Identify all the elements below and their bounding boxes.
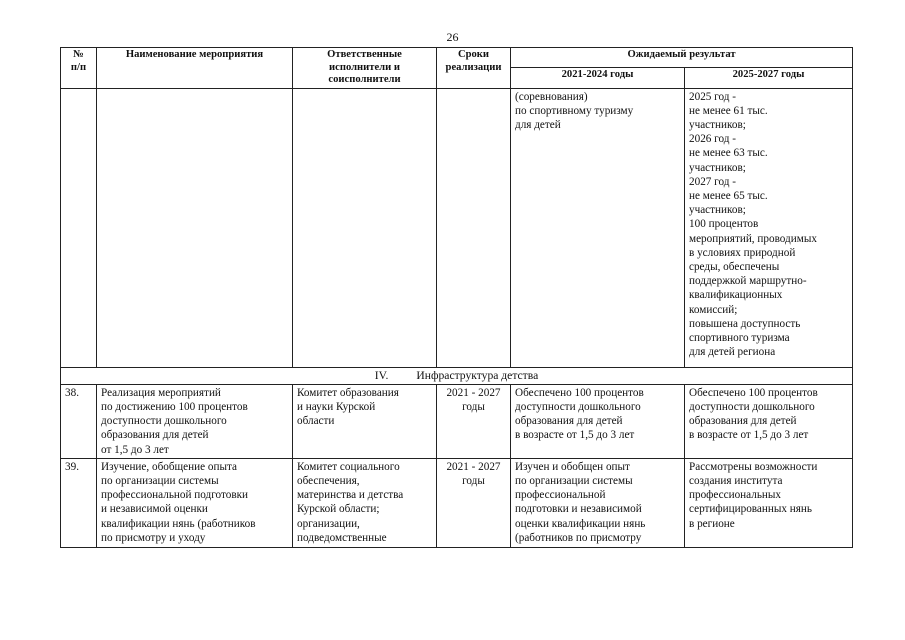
row-result-b — [685, 384, 853, 458]
text-line: Реализация мероприятий — [101, 386, 221, 399]
text-line: в регионе — [689, 517, 735, 530]
cell-terms — [437, 88, 511, 367]
text-line: не менее 61 тыс. — [689, 104, 768, 117]
header-num: № п/п — [61, 48, 97, 89]
section-roman: IV. — [374, 368, 389, 382]
text-line: подведомственные — [297, 531, 387, 544]
text-line: участников; — [689, 118, 746, 131]
text-line: среды, обеспечены — [689, 260, 780, 273]
row-num: 39. — [61, 458, 97, 547]
text-line: по присмотру и уходу — [101, 531, 206, 544]
text-line: 2025 год - — [689, 90, 736, 103]
text-line: по достижению 100 процентов — [101, 400, 248, 413]
text-line: в возрасте от 1,5 до 3 лет — [689, 429, 809, 442]
text-line: по организации системы — [515, 474, 633, 487]
text-line: для детей — [515, 118, 561, 131]
row-responsible — [293, 384, 437, 458]
table-row — [61, 88, 853, 367]
row-result-b — [685, 458, 853, 547]
text-line: от 1,5 до 3 лет — [101, 443, 169, 456]
text-line: годы — [462, 474, 485, 487]
text-line: Изучение, обобщение опыта — [101, 460, 237, 473]
text-line: профессиональной — [515, 489, 606, 502]
text-line: Курской области; — [297, 503, 380, 516]
section-row — [61, 367, 853, 384]
section-heading — [61, 367, 853, 384]
text-line: не менее 63 тыс. — [689, 147, 768, 160]
text-line: образования для детей — [515, 415, 623, 428]
text-line: Обеспечено 100 процентов — [689, 386, 818, 399]
text-line: образования для детей — [689, 415, 797, 428]
header-expected-result: Ожидаемый результат — [511, 48, 853, 68]
table-row — [61, 384, 853, 458]
text-line: организации, — [297, 517, 360, 530]
text-line: поддержкой маршрутно- — [689, 275, 807, 288]
text-line: участников; — [689, 204, 746, 217]
text-line: Изучен и обобщен опыт — [515, 460, 630, 473]
text-line: мероприятий, проводимых — [689, 232, 817, 245]
text-line: повышена доступность — [689, 317, 801, 330]
text-line: 2026 год - — [689, 133, 736, 146]
text-line: доступности дошкольного — [689, 400, 815, 413]
measures-table — [60, 47, 853, 548]
text-line: образования для детей — [101, 429, 209, 442]
text-line: и науки Курской — [297, 400, 376, 413]
cell-num — [61, 88, 97, 367]
text-line: обеспечения, — [297, 474, 360, 487]
text-line: оценки квалификации нянь — [515, 517, 646, 530]
text-line: области — [297, 415, 335, 428]
cell-result-b — [685, 88, 853, 367]
row-name — [97, 384, 293, 458]
page-number: 26 — [446, 30, 459, 44]
row-result-a — [511, 458, 685, 547]
row-terms — [437, 458, 511, 547]
text-line: (соревнования) — [515, 90, 588, 103]
row-num: 38. — [61, 384, 97, 458]
cell-result-a — [511, 88, 685, 367]
text-line: (работников по присмотру — [515, 531, 642, 544]
text-line: подготовки и независимой — [515, 503, 642, 516]
text-line: Обеспечено 100 процентов — [515, 386, 644, 399]
text-line: сертифицированных нянь — [689, 503, 812, 516]
header-terms: Сроки реализации — [437, 48, 511, 89]
cell-name — [97, 88, 293, 367]
text-line: и независимой оценки — [101, 503, 208, 516]
table-row — [61, 458, 853, 547]
text-line: доступности дошкольного — [101, 415, 227, 428]
text-line: не менее 65 тыс. — [689, 189, 768, 202]
text-line: 2021 - 2027 — [446, 460, 501, 473]
text-line: доступности дошкольного — [515, 400, 641, 413]
text-line: Комитет образования — [297, 386, 399, 399]
header-name: Наименование мероприятия — [97, 48, 293, 89]
text-line: профессиональных — [689, 489, 782, 502]
text-line: Рассмотрены возможности — [689, 460, 818, 473]
header-responsible: Ответственные исполнители и соисполнители — [293, 48, 437, 89]
row-responsible — [293, 458, 437, 547]
text-line: спортивного туризма — [689, 331, 790, 344]
row-name — [97, 458, 293, 547]
text-line: 100 процентов — [689, 218, 759, 231]
header-result-2025-2027: 2025-2027 годы — [685, 68, 853, 88]
row-terms — [437, 384, 511, 458]
cell-responsible — [293, 88, 437, 367]
text-line: для детей региона — [689, 346, 776, 359]
text-line: в возрасте от 1,5 до 3 лет — [515, 429, 635, 442]
section-title: Инфраструктура детства — [416, 368, 539, 382]
text-line: годы — [462, 400, 485, 413]
text-line: по спортивному туризму — [515, 104, 634, 117]
text-line: комиссий; — [689, 303, 738, 316]
text-line: 2021 - 2027 — [446, 386, 501, 399]
text-line: материнства и детства — [297, 489, 404, 502]
text-line: 2027 год - — [689, 175, 736, 188]
text-line: участников; — [689, 161, 746, 174]
text-line: профессиональной подготовки — [101, 489, 249, 502]
text-line: создания института — [689, 474, 783, 487]
text-line: в условиях природной — [689, 246, 796, 259]
row-result-a — [511, 384, 685, 458]
text-line: квалификации нянь (работников — [101, 517, 256, 530]
text-line: Комитет социального — [297, 460, 400, 473]
header-result-2021-2024: 2021-2024 годы — [511, 68, 685, 88]
text-line: квалификационных — [689, 289, 783, 302]
text-line: по организации системы — [101, 474, 219, 487]
